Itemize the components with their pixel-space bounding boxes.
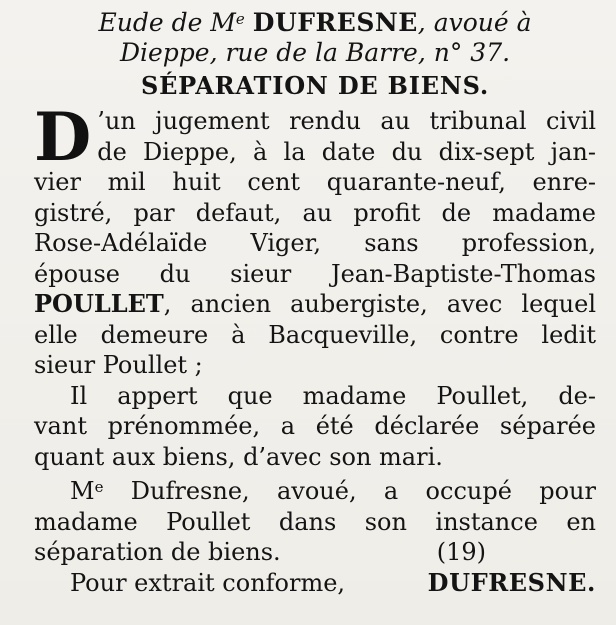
para1-line-2: de Dieppe, à la date du dix-sept jan- — [97, 137, 596, 166]
notice-title: SÉPARATION DE BIENS. — [140, 71, 490, 100]
para3-line-1 — [34, 472, 596, 507]
para3-line-3-text: séparation de biens. — [34, 538, 281, 566]
header-prefix: Eude de M — [98, 8, 236, 37]
drop-cap: D — [34, 98, 92, 176]
para1-line-9: sieur Poullet ; — [34, 351, 203, 379]
signature-line — [34, 568, 596, 599]
para3-line-1-rest: Dufresne, avoué, a occupé pour — [103, 477, 596, 505]
paragraph-2 — [34, 381, 596, 473]
para1-line-4: gistré, par defaut, au profit de madame — [34, 198, 596, 227]
para1-line-7 — [34, 289, 596, 320]
para1-line-3: vier mil huit cent quarante-neuf, enre- — [34, 168, 596, 196]
paragraph-3 — [34, 472, 596, 568]
paragraph-1 — [34, 98, 596, 381]
para2-line-1: Il appert que madame Poullet, de- — [70, 381, 596, 410]
signature-label: Pour extrait conforme, — [70, 568, 346, 597]
para1-line-7-rest: , ancien aubergiste, avec lequel — [163, 290, 596, 318]
notice-header — [34, 4, 596, 68]
defendant-name: POULLET — [34, 289, 164, 318]
header-suffix: , avoué à — [417, 8, 532, 37]
para1-line-8: elle demeure à Bacqueville, contre ledit — [34, 320, 596, 349]
para1-line-1: ’un jugement rendu au tribunal civil — [97, 107, 596, 135]
header-line-2: Dieppe, rue de la Barre, n° 37. — [119, 38, 511, 67]
header-line-1 — [34, 4, 596, 38]
para3-line-3 — [34, 537, 596, 568]
para1-line-5: Rose-Adélaïde Viger, sans profession, — [34, 229, 596, 257]
para2-line-2: vant prénommée, a été déclarée séparée — [34, 412, 596, 440]
para3-line-2: madame Poullet dans son instance en — [34, 507, 596, 536]
para3-prefix: M — [70, 477, 95, 505]
para3-sup: e — [94, 478, 104, 496]
header-name: DUFRESNE — [252, 8, 418, 37]
para2-line-3: quant aux biens, d’avec son mari. — [34, 442, 443, 471]
para1-line-6: épouse du sieur Jean-Baptiste-Thomas — [34, 259, 596, 288]
notice-number: (19) — [436, 538, 486, 566]
header-sup: e — [235, 10, 245, 28]
signature-name: DUFRESNE. — [427, 567, 596, 597]
